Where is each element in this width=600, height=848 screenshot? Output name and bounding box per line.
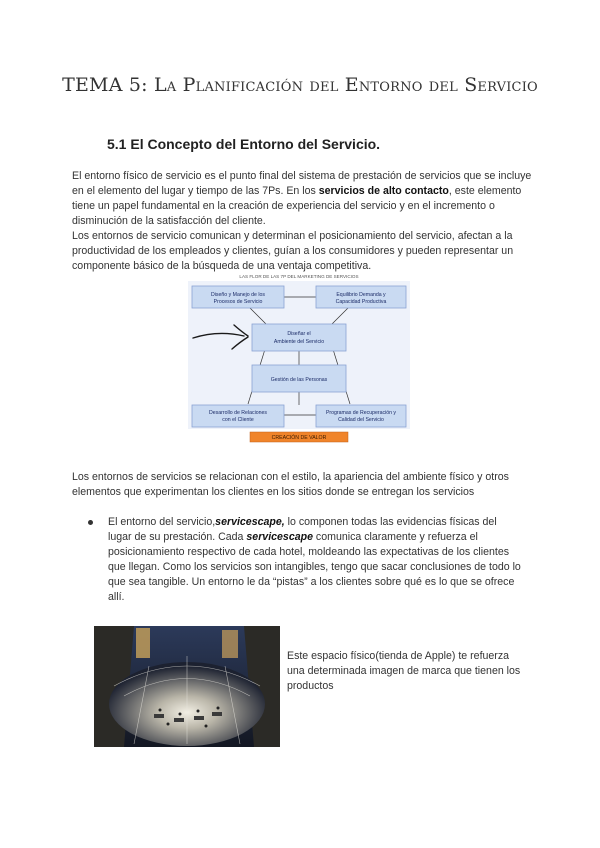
box-center-line2: Ambiente del Servicio <box>273 339 325 345</box>
box-recovery-line1: Programas de Recuperación y <box>325 410 397 416</box>
bullet-bold-1: servicescape, <box>215 516 285 528</box>
bullet-text-2: lo componen todas las evidencias físicas del lugar de su prestación. Cada <box>108 516 497 543</box>
page-title: TEMA 5: La Planificación del Entorno del Servicio <box>62 74 538 96</box>
bullet-dot-icon <box>88 520 93 525</box>
box-design <box>192 286 284 308</box>
box-design-line2: Procesos de Servicio <box>213 299 263 305</box>
intro-bold: servicios de alto contacto <box>318 185 449 197</box>
box-relations-line2: con el Cliente <box>222 417 254 423</box>
section-heading: 5.1 El Concepto del Entorno del Servicio. <box>107 136 381 152</box>
marketing-diagram <box>188 272 410 444</box>
box-center-line1: Diseñar el <box>287 331 311 337</box>
box-recovery <box>316 405 406 427</box>
bullet-text-3: comunica claramente y refuerza el posicionamiento respectivo de cada hotel, moldeando las expectativas de los clientes que llegan. Como los servicios son intangibles, tengo que sacar conclusiones de todo lo que sea tangible. Un entorno le da “pistas” a los clientes sobre qué es lo que se ofrece allí. <box>108 531 521 603</box>
photo-caption: Este espacio físico(tienda de Apple) te refuerza una determinada imagen de marca que tienen los productos <box>287 650 521 692</box>
paragraph-2: Los entornos de servicio comunican y determinan el posicionamiento del servicio, afectan a la productividad de los empleados y clientes, guían a los consumidores y pueden representar un componente básico de la búsqueda de una ventaja competitiva. <box>72 230 514 272</box>
box-people-label: Gestión de las Personas <box>270 377 328 383</box>
bullet-text <box>108 515 522 605</box>
bullet-bold-2: servicescape <box>246 531 313 543</box>
box-recovery-line2: Calidad del Servicio <box>338 417 384 423</box>
apple-store-photo <box>94 626 280 747</box>
box-design-line1: Diseño y Manejo de los <box>211 292 265 298</box>
paragraph-3: Los entornos de servicios se relacionan con el estilo, la apariencia del ambiente físico y otros elementos que experimentan los clientes en los sitios donde se entregan los servicios <box>72 471 509 498</box>
box-center <box>252 324 346 351</box>
value-bar-label: CREACIÓN DE VALOR <box>271 435 327 441</box>
diagram-caption: LAS FLOR DE LAS 7P DEL MARKETING DE SERVICIOS <box>239 274 359 279</box>
intro-text-1: El entorno físico de servicio es el punto final del sistema de prestación de servicios que se incluye en el elemento del lugar y tiempo de las 7Ps. En los <box>72 170 532 197</box>
box-balance-line1: Equilibrio Demanda y <box>336 292 386 298</box>
box-people <box>252 365 346 392</box>
intro-text-2: , este elemento tiene un papel fundamental en la creación de experiencia del servicio y en el incremento o disminución de la satisfacción del cliente. <box>72 185 522 227</box>
box-relations <box>192 405 284 427</box>
bullet-text-1: El entorno del servicio, <box>108 516 216 528</box>
value-bar <box>250 432 348 442</box>
box-balance <box>316 286 406 308</box>
box-balance-line2: Capacidad Productiva <box>335 299 387 305</box>
box-relations-line1: Desarrollo de Relaciones <box>209 410 267 416</box>
intro-paragraph <box>72 169 532 229</box>
